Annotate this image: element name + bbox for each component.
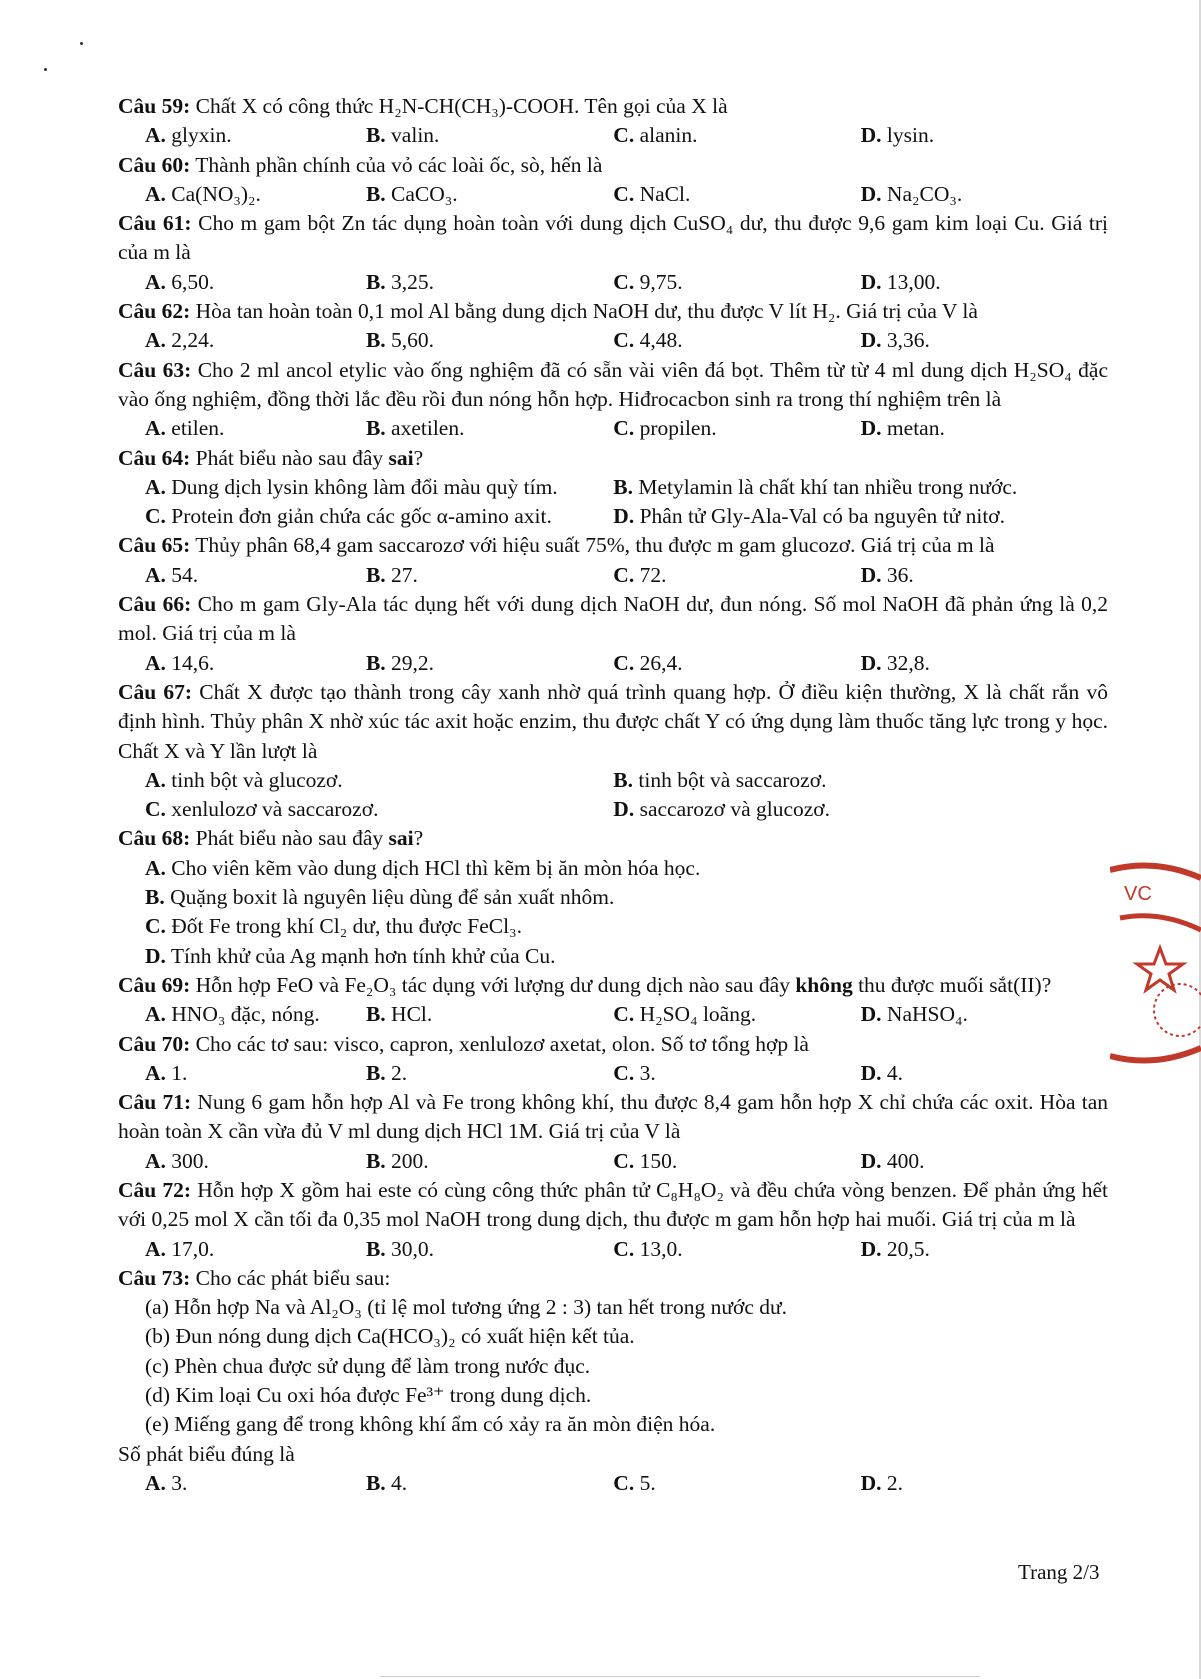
option-letter: B. <box>365 181 386 206</box>
question-text: Cho các phát biểu sau: <box>195 1265 391 1290</box>
answer-option <box>366 1235 613 1264</box>
option-text: 2. <box>391 1060 408 1085</box>
option-letter: C. <box>613 1236 635 1261</box>
statement-item: (a) Hỗn hợp Na và Al₂O₃ (tỉ lệ mol tương ứng 2 : 3) tan hết trong nước dư. <box>145 1295 788 1320</box>
option-text: 400. <box>886 1148 925 1173</box>
options-row <box>118 121 1108 150</box>
question-text: Chất X được tạo thành trong cây xanh nhờ quá trình quang hợp. Ở điều kiện thường, X là chất rắn vô định hình. Thủy phân X nhờ xúc tác axit hoặc enzim, thu được chất Y có ứng dụng làm thuốc tăng lực trong y học. Chất X và Y lần lượt là <box>118 679 1108 763</box>
page-number: Trang 2/3 <box>1018 1560 1100 1584</box>
option-letter: B. <box>365 416 386 441</box>
options-row <box>118 414 1108 443</box>
option-text: HCl. <box>391 1002 433 1027</box>
option-text: tinh bột và saccarozơ. <box>638 767 827 792</box>
option-text: NaCl. <box>639 181 691 206</box>
option-text: 13,0. <box>639 1236 683 1261</box>
answer-option <box>366 326 613 355</box>
options-row <box>118 795 1108 824</box>
options-row <box>118 1147 1108 1176</box>
option-text: 4. <box>391 1470 408 1495</box>
option-letter: B. <box>365 1002 386 1027</box>
option-text: etilen. <box>171 416 225 441</box>
option-letter: B. <box>365 1470 386 1495</box>
option-text: 30,0. <box>391 1236 435 1261</box>
scan-speck <box>44 68 47 71</box>
option-text: 4,48. <box>639 328 683 353</box>
answer-option <box>613 766 1108 795</box>
option-letter: B. <box>365 1060 386 1085</box>
answer-option <box>613 502 1108 531</box>
answer-option <box>861 1059 1108 1088</box>
options-row <box>118 1469 1108 1498</box>
question-tail: ? <box>413 445 424 470</box>
options-row <box>118 473 1108 502</box>
option-text: 1. <box>171 1060 188 1085</box>
answer-option <box>613 326 860 355</box>
option-text: 20,5. <box>886 1236 930 1261</box>
answer-option <box>118 473 613 502</box>
option-letter: D. <box>860 269 882 294</box>
options-row <box>118 1235 1108 1264</box>
options-row <box>118 326 1108 355</box>
question-label: Câu 63: <box>118 357 192 382</box>
answer-option <box>366 1059 613 1088</box>
option-text: Phân tử Gly-Ala-Val có ba nguyên tử nitơ. <box>639 504 1006 529</box>
option-text: Cho viên kẽm vào dung dịch HCl thì kẽm bị ăn mòn hóa học. <box>171 855 701 880</box>
option-text: 2. <box>886 1470 904 1495</box>
answer-option <box>861 1147 1108 1176</box>
option-letter: A. <box>145 1002 166 1027</box>
question-text: Phát biểu nào sau đây <box>195 445 384 470</box>
option-letter: C. <box>613 562 635 587</box>
question-stem <box>118 209 1108 268</box>
question-stem <box>118 971 1108 1000</box>
option-letter: A. <box>145 650 166 675</box>
answer-option <box>613 180 860 209</box>
option-letter: C. <box>613 1060 635 1085</box>
answer-option <box>118 1235 366 1264</box>
question-label: Câu 72: <box>118 1177 192 1202</box>
option-letter: A. <box>145 269 166 294</box>
option-letter: A. <box>145 1148 166 1173</box>
option-text: tinh bột và glucozơ. <box>171 767 343 792</box>
option-text: 5. <box>639 1470 656 1495</box>
scan-speck <box>80 42 83 45</box>
option-text: 3. <box>171 1470 188 1495</box>
option-text: Na₂CO₃. <box>886 181 963 206</box>
answer-option <box>118 942 556 971</box>
question-text: Cho 2 ml ancol etylic vào ống nghiệm đã có sẵn vài viên đá bọt. Thêm từ từ 4 ml dung dịch H₂SO₄ đặc vào ống nghiệm, đồng thời lắc đều rồi đun nóng hỗn hợp. Hiđrocacbon sinh ra trong thí nghiệm trên là <box>118 357 1108 411</box>
option-letter: D. <box>860 1060 882 1085</box>
answer-option <box>118 649 366 678</box>
question-stem <box>118 1088 1108 1147</box>
options-row <box>118 180 1108 209</box>
option-letter: C. <box>613 123 635 148</box>
question-stem <box>118 1264 1108 1293</box>
question-label: Câu 61: <box>118 211 192 236</box>
option-letter: C. <box>145 504 166 529</box>
answer-option <box>366 121 613 150</box>
answer-option <box>613 1059 860 1088</box>
options-row <box>118 268 1108 297</box>
question-stem <box>118 356 1108 415</box>
answer-option <box>118 1059 366 1088</box>
option-letter: A. <box>145 474 166 499</box>
answer-option <box>366 414 613 443</box>
answer-option <box>118 766 613 795</box>
option-text: 6,50. <box>171 269 215 294</box>
option-letter: B. <box>613 767 634 792</box>
option-letter: A. <box>145 181 166 206</box>
question-label: Câu 69: <box>118 972 191 997</box>
question-prompt: Số phát biểu đúng là <box>118 1441 295 1466</box>
answer-option <box>366 561 613 590</box>
option-letter: C. <box>613 269 635 294</box>
options-row <box>118 1059 1108 1088</box>
option-letter: B. <box>365 123 386 148</box>
question-label: Câu 60: <box>118 152 191 177</box>
answer-option <box>613 1000 860 1029</box>
answer-option <box>118 1469 366 1498</box>
option-text: 3,36. <box>886 328 930 353</box>
question-text: Cho m gam Gly-Ala tác dụng hết với dung dịch NaOH dư, đun nóng. Số mol NaOH đã phản ứng là 0,2 mol. Giá trị của m là <box>118 592 1108 646</box>
question-text: Chất X có công thức H₂N-CH(CH₃)-COOH. Tên gọi của X là <box>195 94 728 118</box>
option-text: 32,8. <box>886 650 930 675</box>
option-letter: C. <box>613 1148 635 1173</box>
answer-option <box>613 1469 860 1498</box>
answer-option <box>118 1147 366 1176</box>
option-text: glyxin. <box>171 123 232 148</box>
question-label: Câu 59: <box>118 94 191 118</box>
option-letter: B. <box>613 474 634 499</box>
question-stem <box>118 824 1108 853</box>
option-text: saccarozơ và glucozơ. <box>639 797 831 822</box>
question-label: Câu 67: <box>118 679 193 704</box>
question-label: Câu 64: <box>118 445 191 470</box>
option-text: 4. <box>886 1060 904 1085</box>
option-text: 13,00. <box>886 269 941 294</box>
option-text: alanin. <box>639 123 698 148</box>
option-text: axetilen. <box>391 416 465 441</box>
options-row <box>118 912 1108 941</box>
answer-option <box>861 1235 1108 1264</box>
answer-option <box>613 473 1108 502</box>
answer-option <box>613 561 860 590</box>
statement-item: (e) Miếng gang để trong không khí ẩm có xảy ra ăn mòn điện hóa. <box>145 1412 716 1437</box>
question-stem <box>118 151 1108 180</box>
question-text: Hỗn hợp X gồm hai este có cùng công thức phân tử C₈H₈O₂ và đều chứa vòng benzen. Để phản ứng hết với 0,25 mol X cần tối đa 0,35 mol NaOH trong dung dịch, thu được m gam hỗn hợp hai muối. Giá trị của m là <box>118 1177 1108 1232</box>
emphasis-word: không <box>795 972 853 997</box>
option-text: valin. <box>391 123 440 148</box>
options-row <box>118 1000 1108 1029</box>
option-letter: A. <box>145 562 166 587</box>
option-letter: D. <box>860 181 882 206</box>
answer-option <box>861 326 1108 355</box>
options-row <box>118 502 1108 531</box>
answer-option <box>613 268 860 297</box>
option-letter: C. <box>613 181 635 206</box>
option-letter: D. <box>860 1470 882 1495</box>
question-label: Câu 66: <box>118 592 192 617</box>
option-letter: A. <box>145 1060 166 1085</box>
answer-option <box>118 502 613 531</box>
answer-option <box>613 1235 860 1264</box>
option-text: Protein đơn giản chứa các gốc α-amino axit. <box>171 504 552 529</box>
option-text: xenlulozơ và saccarozơ. <box>171 797 379 822</box>
question-stem <box>118 531 1108 560</box>
answer-option <box>366 1469 613 1498</box>
option-letter: A. <box>145 416 166 441</box>
option-text: 27. <box>391 562 418 587</box>
option-text: 3,25. <box>391 269 435 294</box>
question-label: Câu 62: <box>118 299 191 324</box>
options-row <box>118 561 1108 590</box>
option-letter: C. <box>613 650 635 675</box>
option-text: 72. <box>639 562 667 587</box>
option-letter: D. <box>613 797 635 822</box>
bottom-rule <box>380 1676 980 1677</box>
question-text: Thành phần chính của vỏ các loài ốc, sò, hến là <box>195 152 603 177</box>
answer-option <box>861 1469 1108 1498</box>
option-letter: D. <box>860 123 882 148</box>
options-row <box>118 942 1108 971</box>
option-text: NaHSO₄. <box>886 1002 968 1027</box>
answer-option <box>613 1147 860 1176</box>
question-stem <box>118 297 1108 326</box>
option-text: HNO₃ đặc, nóng. <box>171 1002 320 1027</box>
question-label: Câu 65: <box>118 533 191 558</box>
question-stem <box>118 92 1108 121</box>
question-label: Câu 71: <box>118 1090 192 1115</box>
option-text: Metylamin là chất khí tan nhiều trong nước. <box>638 474 1018 499</box>
option-letter: A. <box>145 855 166 880</box>
question-text: Cho m gam bột Zn tác dụng hoàn toàn với dung dịch CuSO₄ dư, thu được 9,6 gam kim loại Cu. Giá trị của m là <box>118 211 1108 265</box>
answer-option <box>118 268 366 297</box>
answer-option <box>118 883 614 912</box>
question-label: Câu 70: <box>118 1031 191 1056</box>
option-text: 3. <box>639 1060 656 1085</box>
answer-option <box>861 561 1108 590</box>
option-letter: C. <box>613 328 635 353</box>
option-text: 300. <box>171 1148 209 1173</box>
option-letter: D. <box>860 416 882 441</box>
answer-option <box>613 121 860 150</box>
option-letter: C. <box>145 797 166 822</box>
question-stem <box>118 1176 1108 1235</box>
answer-option <box>118 1000 366 1029</box>
answer-option <box>861 268 1108 297</box>
option-text: Dung dịch lysin không làm đổi màu quỳ tím. <box>171 474 558 499</box>
answer-option <box>366 180 613 209</box>
statement-item: (b) Đun nóng dung dịch Ca(HCO₃)₂ có xuất hiện kết tủa. <box>145 1324 635 1349</box>
option-text: 2,24. <box>171 328 215 353</box>
question-stem <box>118 1030 1108 1059</box>
answer-option <box>861 414 1108 443</box>
answer-option <box>613 795 1108 824</box>
option-letter: C. <box>613 1002 635 1027</box>
answer-option <box>118 912 522 941</box>
option-text: 29,2. <box>391 650 435 675</box>
option-letter: D. <box>860 562 882 587</box>
option-letter: D. <box>860 328 882 353</box>
option-letter: B. <box>365 269 386 294</box>
option-text: metan. <box>886 416 945 441</box>
option-letter: C. <box>613 1470 635 1495</box>
question-text: Thủy phân 68,4 gam saccarozơ với hiệu suất 75%, thu được m gam glucozơ. Giá trị của m là <box>195 533 995 558</box>
emphasis-word: sai <box>388 826 414 851</box>
question-tail: ? <box>413 826 424 851</box>
question-tail: thu được muối sắt(II)? <box>858 972 1052 997</box>
option-letter: B. <box>145 885 165 910</box>
answer-option <box>861 649 1108 678</box>
answer-option <box>118 414 366 443</box>
option-letter: C. <box>613 416 635 441</box>
option-letter: A. <box>145 1236 166 1261</box>
options-row <box>118 883 1108 912</box>
option-text: H₂SO₄ loãng. <box>639 1002 757 1027</box>
statement-item: (d) Kim loại Cu oxi hóa được Fe³⁺ trong dung dịch. <box>145 1383 592 1408</box>
answer-option <box>118 795 613 824</box>
option-text: CaCO₃. <box>391 181 458 206</box>
answer-option <box>118 561 366 590</box>
option-text: Đốt Fe trong khí Cl₂ dư, thu được FeCl₃. <box>171 914 522 939</box>
option-letter: D. <box>860 1002 882 1027</box>
option-letter: D. <box>613 504 635 529</box>
question-text: Hỗn hợp FeO và Fe₂O₃ tác dụng với lượng dư dung dịch nào sau đây <box>195 972 790 997</box>
answer-option <box>118 326 366 355</box>
option-letter: B. <box>365 650 386 675</box>
question-text: Cho các tơ sau: visco, capron, xenlulozơ axetat, olon. Số tơ tổng hợp là <box>195 1031 809 1056</box>
answer-option <box>118 854 700 883</box>
question-label: Câu 68: <box>118 826 191 851</box>
option-letter: B. <box>365 1236 386 1261</box>
answer-option <box>613 414 860 443</box>
options-row <box>118 854 1108 883</box>
question-stem <box>118 444 1108 473</box>
emphasis-word: sai <box>388 445 414 470</box>
options-row <box>118 766 1108 795</box>
question-text: Nung 6 gam hỗn hợp Al và Fe trong không khí, thu được 8,4 gam hỗn hợp X chỉ chứa các oxit. Hòa tan hoàn toàn X cần vừa đủ V ml dung dịch HCl 1M. Giá trị của V là <box>118 1090 1108 1144</box>
answer-option <box>366 1000 613 1029</box>
answer-option <box>861 180 1108 209</box>
option-text: 36. <box>886 562 914 587</box>
question-text: Phát biểu nào sau đây <box>195 826 384 851</box>
svg-text:VC: VC <box>1124 883 1152 905</box>
answer-option <box>861 121 1108 150</box>
option-text: 54. <box>171 562 199 587</box>
answer-option <box>861 1000 1108 1029</box>
option-text: 9,75. <box>639 269 683 294</box>
option-text: propilen. <box>639 416 717 441</box>
option-letter: B. <box>365 1148 386 1173</box>
question-stem <box>118 678 1108 766</box>
option-letter: A. <box>145 767 166 792</box>
red-stamp-seal <box>1110 860 1201 1070</box>
answer-option <box>118 121 366 150</box>
answer-option <box>366 649 613 678</box>
option-letter: D. <box>860 650 882 675</box>
option-text: 17,0. <box>171 1236 215 1261</box>
question-stem <box>118 590 1108 649</box>
statement-item: (c) Phèn chua được sử dụng để làm trong nước đục. <box>145 1353 591 1378</box>
option-text: lysin. <box>886 123 935 148</box>
options-row <box>118 649 1108 678</box>
option-text: 5,60. <box>391 328 435 353</box>
option-text: 150. <box>639 1148 678 1173</box>
option-text: 200. <box>391 1148 429 1173</box>
answer-option <box>613 649 860 678</box>
option-letter: A. <box>145 123 166 148</box>
answer-option <box>366 268 613 297</box>
option-letter: C. <box>145 914 166 939</box>
option-letter: A. <box>145 328 166 353</box>
answer-option <box>118 180 366 209</box>
option-text: Ca(NO₃)₂. <box>171 181 261 206</box>
option-letter: D. <box>860 1148 882 1173</box>
option-letter: D. <box>145 943 166 968</box>
option-text: Quặng boxit là nguyên liệu dùng để sản xuất nhôm. <box>170 885 615 910</box>
option-letter: B. <box>365 562 386 587</box>
option-letter: A. <box>145 1470 166 1495</box>
question-text: Hòa tan hoàn toàn 0,1 mol Al bằng dung dịch NaOH dư, thu được V lít H₂. Giá trị của V là <box>195 299 978 324</box>
exam-page <box>118 92 1108 1498</box>
option-text: 14,6. <box>171 650 215 675</box>
option-letter: B. <box>365 328 386 353</box>
answer-option <box>366 1147 613 1176</box>
option-text: 26,4. <box>639 650 683 675</box>
option-text: Tính khử của Ag mạnh hơn tính khử của Cu. <box>170 943 556 968</box>
option-letter: D. <box>860 1236 882 1261</box>
question-label: Câu 73: <box>118 1265 191 1290</box>
